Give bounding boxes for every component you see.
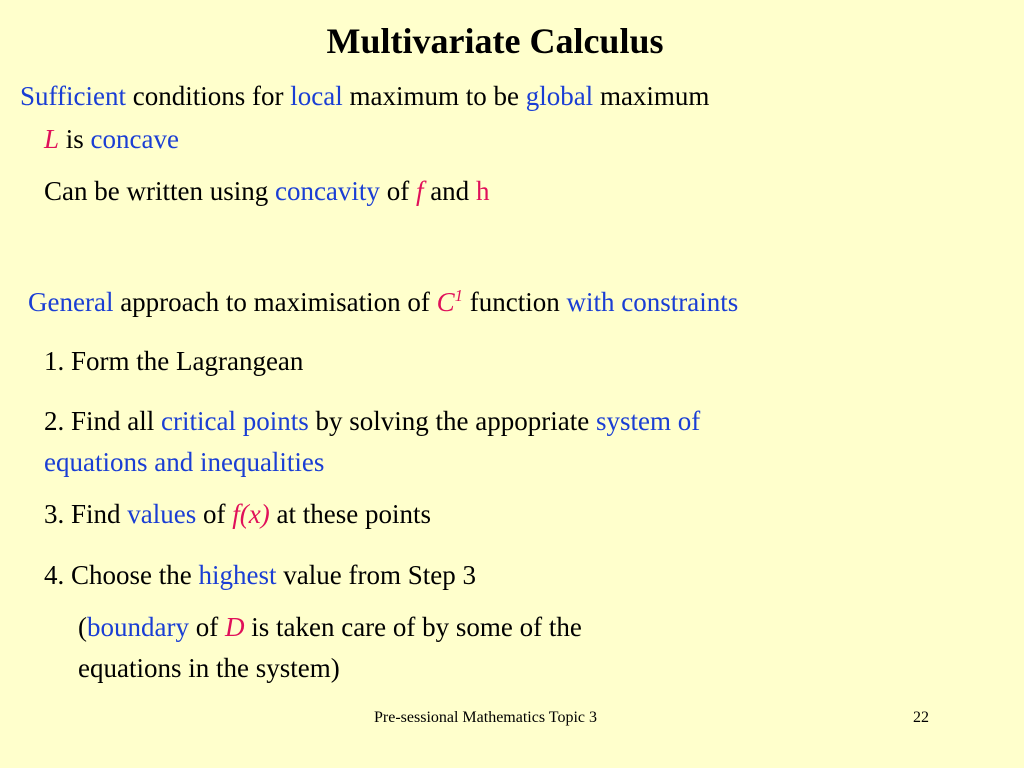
step-2	[44, 405, 700, 437]
general-approach-heading	[28, 286, 738, 318]
system-of-word: system of	[595, 406, 701, 436]
step4-text-1: 4. Choose the	[44, 560, 199, 590]
step3-text-1: 3. Find	[44, 499, 128, 529]
heading-text-3: maximum	[593, 81, 710, 111]
highest-word: highest	[198, 560, 277, 590]
boundary-note	[78, 611, 582, 643]
concavity-text-1: Can be written using	[44, 176, 275, 206]
general-word: General	[28, 287, 114, 317]
step3-text-3: at these points	[269, 499, 431, 529]
with-constraints-word: with constraints	[566, 287, 739, 317]
heading-text-2: maximum to be	[342, 81, 526, 111]
note-open-paren: (	[78, 612, 87, 642]
note-text-1: of	[188, 612, 225, 642]
sufficient-word: Sufficient	[20, 81, 126, 111]
boundary-word: boundary	[87, 612, 189, 642]
superscript-1: 1	[454, 286, 464, 305]
is-text: is	[59, 124, 91, 154]
sufficient-conditions-heading	[20, 80, 709, 112]
approach-text-1: approach to maximisation of	[113, 287, 437, 317]
step-4	[44, 559, 476, 591]
var-fx: f(x)	[232, 499, 270, 529]
concave-word: concave	[90, 124, 179, 154]
approach-text-2: function	[463, 287, 567, 317]
step-3	[44, 498, 431, 530]
page-number: 22	[913, 709, 929, 726]
var-d: D	[224, 612, 245, 642]
slide-title: Multivariate Calculus	[326, 21, 664, 61]
step4-text-2: value from Step 3	[276, 560, 476, 590]
var-h: h	[475, 176, 490, 206]
note-text-2: is taken care of by some of the	[244, 612, 582, 642]
values-word: values	[127, 499, 197, 529]
local-word: local	[290, 81, 343, 111]
step3-text-2: of	[196, 499, 233, 529]
step-1: 1. Form the Lagrangean	[44, 346, 304, 376]
global-word: global	[525, 81, 594, 111]
concavity-text-2: of	[379, 176, 416, 206]
var-f: f	[415, 176, 424, 206]
step2-text-2: by solving the appopriate	[308, 406, 596, 436]
boundary-note-line-2: equations in the system)	[78, 653, 340, 683]
critical-points-word: critical points	[161, 406, 309, 436]
var-l: L	[44, 124, 60, 154]
concavity-word: concavity	[274, 176, 380, 206]
step-2-line-2: equations and inequalities	[44, 447, 325, 477]
heading-text-1: conditions for	[125, 81, 291, 111]
var-c: C	[436, 287, 455, 317]
footer-text: Pre-sessional Mathematics Topic 3	[374, 709, 597, 726]
concavity-text-3: and	[423, 176, 476, 206]
l-concave-point	[44, 123, 179, 155]
step2-text-1: 2. Find all	[44, 406, 162, 436]
concavity-point	[44, 175, 489, 207]
